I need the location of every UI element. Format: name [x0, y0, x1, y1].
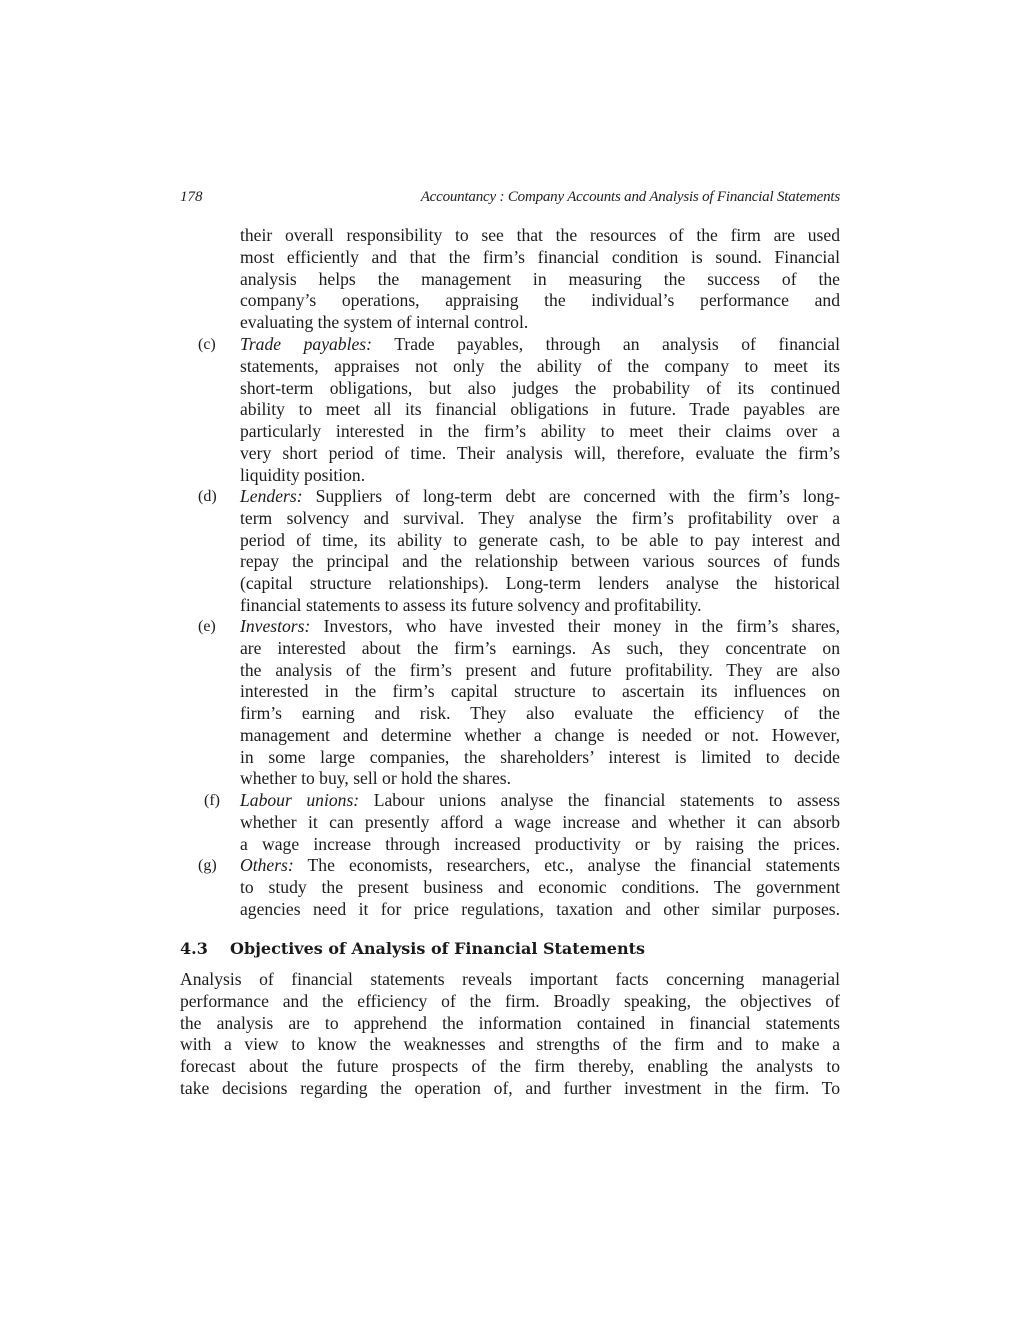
- section-paragraph: [180, 969, 840, 1100]
- text-line: very short period of time. Their analysis will, therefore, evaluate the firm’s: [240, 442, 840, 463]
- book-title: Accountancy : Company Accounts and Analysis of Financial Statements: [420, 189, 840, 205]
- text-line: are interested about the firm’s earnings. As such, they concentrate on: [240, 637, 840, 658]
- list-item-body: [240, 616, 840, 790]
- list-marker: (d): [198, 488, 217, 505]
- text-line: a wage increase through increased productivity or by raising the prices.: [240, 833, 840, 854]
- text-line: statements, appraises not only the ability of the company to meet its: [240, 355, 840, 376]
- item-term: Lenders:: [240, 486, 303, 506]
- list-marker: (c): [198, 336, 216, 353]
- item-term: Trade payables:: [240, 334, 372, 354]
- text-line: in some large companies, the shareholders’ interest is limited to decide: [240, 746, 840, 767]
- item-text: Trade payables, through an analysis of financial: [372, 334, 840, 354]
- text-line: interested in the firm’s capital structure to ascertain its influences on: [240, 681, 840, 702]
- section-title: Objectives of Analysis of Financial Statements: [230, 939, 645, 958]
- continuation-paragraph: [240, 225, 840, 334]
- text-line: analysis helps the management in measuring the success of the: [240, 268, 840, 289]
- text-line: [240, 486, 840, 508]
- text-line: Analysis of financial statements reveals important facts concerning managerial: [180, 969, 840, 989]
- text-line: short-term obligations, but also judges the probability of its continued: [240, 377, 840, 398]
- list-marker: (f): [204, 792, 220, 809]
- text-line: whether to buy, sell or hold the shares.: [240, 768, 512, 789]
- text-line: evaluating the system of internal control.: [240, 312, 529, 332]
- page-number: 178: [180, 189, 203, 205]
- text-line: [240, 334, 840, 356]
- text-line: the analysis are to apprehend the information contained in financial statements: [180, 1012, 840, 1033]
- text-line: with a view to know the weaknesses and strengths of the firm and to make a: [180, 1034, 840, 1055]
- text-line: ability to meet all its financial obligations in future. Trade payables are: [240, 399, 840, 420]
- item-text: Labour unions analyse the financial statements to assess: [359, 790, 841, 810]
- text-line: to study the present business and economic conditions. The government: [240, 876, 840, 897]
- text-line: agencies need it for price regulations, taxation and other similar purposes.: [240, 898, 840, 919]
- text-line: term solvency and survival. They analyse the firm’s profitability over a: [240, 507, 840, 528]
- text-line: liquidity position.: [240, 464, 366, 485]
- text-line: forecast about the future prospects of the firm thereby, enabling the analysts to: [180, 1056, 840, 1076]
- list-marker: (g): [198, 857, 217, 874]
- text-line: financial statements to assess its future solvency and profitability.: [240, 594, 702, 615]
- text-line: their overall responsibility to see that the resources of the firm are used: [240, 225, 840, 245]
- text-line: [240, 855, 840, 877]
- text-line: management and determine whether a change is needed or not. However,: [240, 724, 840, 745]
- item-term: Investors:: [240, 616, 311, 636]
- text-line: firm’s earning and risk. They also evaluate the efficiency of the: [240, 703, 840, 723]
- item-text: The economists, researchers, etc., analyse the financial statements: [293, 855, 840, 875]
- section-heading: [180, 938, 840, 960]
- list-item-body: [240, 790, 840, 855]
- list-item-body: [240, 334, 840, 486]
- list-marker: (e): [198, 618, 216, 635]
- text-line: most efficiently and that the firm’s financial condition is sound. Financial: [240, 246, 840, 267]
- section-number: 4.3: [180, 939, 208, 958]
- text-line: the analysis of the firm’s present and future profitability. They are also: [240, 659, 840, 680]
- item-term: Others:: [240, 855, 294, 875]
- text-line: repay the principal and the relationship between various sources of funds: [240, 551, 840, 572]
- running-head: [180, 189, 840, 209]
- text-line: (capital structure relationships). Long-term lenders analyse the historical: [240, 573, 840, 593]
- item-term: Labour unions:: [240, 790, 360, 810]
- text-line: performance and the efficiency of the firm. Broadly speaking, the objectives of: [180, 990, 840, 1011]
- text-line: particularly interested in the firm’s ability to meet their claims over a: [240, 421, 840, 441]
- item-text: Investors, who have invested their money in the firm’s shares,: [310, 616, 840, 636]
- list-item-body: [240, 486, 840, 617]
- text-line: take decisions regarding the operation of, and further investment in the firm. To: [180, 1077, 840, 1098]
- text-line: [240, 790, 840, 812]
- list-item-body: [240, 855, 840, 920]
- text-line: period of time, its ability to generate cash, to be able to pay interest and: [240, 529, 840, 550]
- text-line: [240, 616, 840, 638]
- text-line: company’s operations, appraising the individual’s performance and: [240, 290, 840, 311]
- item-text: Suppliers of long-term debt are concerned with the firm’s long-: [302, 486, 840, 506]
- text-line: whether it can presently afford a wage increase and whether it can absorb: [240, 811, 840, 832]
